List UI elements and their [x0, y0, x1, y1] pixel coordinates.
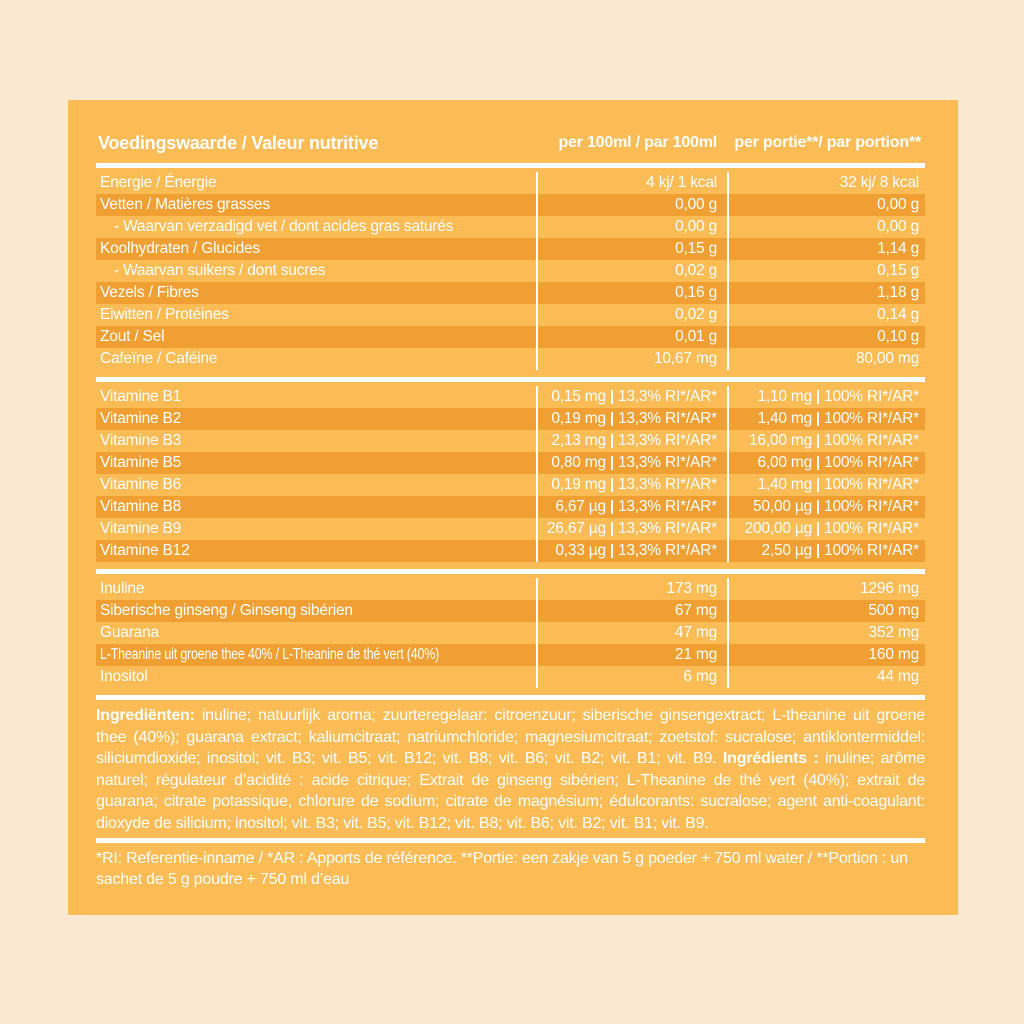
value-reference-intake: 13,3% RI*/AR* — [617, 498, 717, 515]
row-label — [96, 644, 536, 666]
table-row — [96, 666, 925, 688]
value-amount: 2,50 µg — [761, 542, 813, 559]
row-value-per-portion: 32 kj/ 8 kcal — [727, 172, 925, 194]
row-label: Energie / Énergie — [100, 174, 217, 191]
value-divider-bar — [817, 478, 819, 492]
value-divider-bar — [817, 412, 819, 426]
value-amount: 2,13 mg — [551, 432, 606, 449]
row-value-per-portion: 0,10 g — [727, 326, 925, 348]
row-label: Inositol — [100, 668, 148, 685]
table-header — [96, 130, 925, 156]
table-row — [96, 430, 925, 452]
value-amount: 1,40 mg — [757, 410, 813, 427]
table-row — [96, 172, 925, 194]
row-label: Koolhydraten / Glucides — [100, 240, 260, 257]
row-value-per-100ml: 0,01 g — [536, 326, 727, 348]
value-reference-intake: 100% RI*/AR* — [824, 520, 919, 537]
row-label: Guarana — [100, 624, 159, 641]
value-divider-bar — [611, 412, 613, 426]
table-row — [96, 304, 925, 326]
row-value-per-100ml: 0,00 g — [536, 194, 727, 216]
value-amount: 0,19 mg — [551, 476, 606, 493]
row-value-per-portion: 1,14 g — [727, 238, 925, 260]
value-amount: 50,00 µg — [753, 498, 813, 515]
row-value-per-100ml: 0,02 g — [536, 260, 727, 282]
value-divider-bar — [817, 522, 819, 536]
value-amount: 0,80 mg — [551, 454, 606, 471]
row-value-per-100ml: 4 kj/ 1 kcal — [536, 172, 727, 194]
row-value-per-portion: 160 mg — [727, 644, 925, 666]
row-value-per-100ml: 47 mg — [536, 622, 727, 644]
value-reference-intake: 100% RI*/AR* — [824, 432, 919, 449]
value-reference-intake: 13,3% RI*/AR* — [617, 476, 717, 493]
value-amount: 200,00 µg — [744, 520, 813, 537]
nutrition-label-panel — [68, 100, 958, 915]
value-amount: 0,15 mg — [551, 388, 606, 405]
value-reference-intake: 100% RI*/AR* — [824, 410, 919, 427]
row-value-per-100ml: 21 mg — [536, 644, 727, 666]
row-label: Vitamine B5 — [100, 454, 182, 471]
value-divider-bar — [817, 390, 819, 404]
table-row — [96, 386, 925, 408]
row-label: Vezels / Fibres — [100, 284, 199, 301]
row-label: - Waarvan suikers / dont sucres — [114, 262, 326, 279]
row-label-text: L-Theanine uit groene thee 40% / L-Theanine de thé vert (40%) — [100, 646, 440, 663]
row-label: Vitamine B12 — [100, 542, 190, 559]
value-reference-intake: 100% RI*/AR* — [824, 388, 919, 405]
row-value-per-100ml: 0,15 g — [536, 238, 727, 260]
value-divider-bar — [611, 500, 613, 514]
ingredients-label-nl: Ingrediënten: — [96, 707, 195, 724]
table-row — [96, 326, 925, 348]
separator-line — [96, 695, 925, 700]
value-amount: 0,33 µg — [555, 542, 606, 559]
row-value-per-100ml: 0,16 g — [536, 282, 727, 304]
table-row — [96, 216, 925, 238]
table-row — [96, 282, 925, 304]
row-value-per-100ml — [536, 430, 727, 452]
table-row — [96, 540, 925, 562]
row-label: Vitamine B3 — [100, 432, 182, 449]
row-label: Vitamine B8 — [100, 498, 182, 515]
row-value-per-100ml — [536, 474, 727, 496]
table-section — [96, 172, 925, 370]
ingredients-label-fr: Ingrédients : — [722, 750, 819, 767]
row-value-per-portion: 1,18 g — [727, 282, 925, 304]
row-label: Inuline — [100, 580, 145, 597]
row-value-per-100ml — [536, 518, 727, 540]
row-value-per-portion: 80,00 mg — [727, 348, 925, 370]
value-divider-bar — [611, 478, 613, 492]
row-label: Vetten / Matières grasses — [100, 196, 270, 213]
value-reference-intake: 100% RI*/AR* — [824, 454, 919, 471]
row-value-per-100ml — [536, 496, 727, 518]
table-section — [96, 386, 925, 562]
row-label: Vitamine B9 — [100, 520, 182, 537]
row-label: Eiwitten / Protéines — [100, 306, 229, 323]
row-value-per-portion: 1296 mg — [727, 578, 925, 600]
table-body — [96, 172, 925, 700]
table-row — [96, 496, 925, 518]
row-value-per-100ml: 10,67 mg — [536, 348, 727, 370]
table-row — [96, 348, 925, 370]
row-value-per-portion: 0,00 g — [727, 216, 925, 238]
row-value-per-100ml — [536, 540, 727, 562]
row-label: Vitamine B2 — [100, 410, 182, 427]
ingredients-text-fr: inuline; arôme naturel; régulateur d’acidité : acide citrique; Extrait de ginseng sibérien; L-Theanine de thé vert (40%); extrait de guarana; citrate potassique, chlorure de sodium; citrate de magnésium; édulcorants: sucralose; agent anti-coagulant: dioxyde de silicium; inositol; vit. B3; vit. B5; vit. B12; vit. B8; vit. B6; vit. B2; vit. B1; vit. B9. — [96, 750, 925, 832]
row-value-per-portion — [727, 430, 925, 452]
value-divider-bar — [611, 434, 613, 448]
row-value-per-portion — [727, 452, 925, 474]
row-label: Vitamine B1 — [100, 388, 182, 405]
column-header-per-100ml: per 100ml / par 100ml — [558, 134, 717, 151]
row-value-per-portion — [727, 518, 925, 540]
value-reference-intake: 13,3% RI*/AR* — [617, 432, 717, 449]
row-value-per-portion: 44 mg — [727, 666, 925, 688]
row-value-per-portion: 352 mg — [727, 622, 925, 644]
value-divider-bar — [611, 456, 613, 470]
row-value-per-portion — [727, 408, 925, 430]
value-divider-bar — [817, 500, 819, 514]
row-value-per-portion — [727, 386, 925, 408]
row-value-per-100ml: 173 mg — [536, 578, 727, 600]
value-amount: 0,19 mg — [551, 410, 606, 427]
value-amount: 1,40 mg — [757, 476, 813, 493]
value-reference-intake: 13,3% RI*/AR* — [617, 520, 717, 537]
row-value-per-portion: 500 mg — [727, 600, 925, 622]
row-label: Vitamine B6 — [100, 476, 182, 493]
value-reference-intake: 13,3% RI*/AR* — [617, 454, 717, 471]
row-value-per-portion: 0,15 g — [727, 260, 925, 282]
table-section — [96, 578, 925, 688]
value-divider-bar — [817, 434, 819, 448]
table-row — [96, 194, 925, 216]
ingredients-paragraph — [96, 705, 925, 834]
row-value-per-100ml: 6 mg — [536, 666, 727, 688]
table-row — [96, 238, 925, 260]
row-value-per-portion — [727, 496, 925, 518]
separator-line — [96, 838, 925, 843]
value-amount: 6,00 mg — [757, 454, 813, 471]
row-value-per-100ml — [536, 386, 727, 408]
table-title: Voedingswaarde / Valeur nutritive — [98, 133, 379, 153]
table-row — [96, 408, 925, 430]
row-value-per-100ml: 0,00 g — [536, 216, 727, 238]
table-row — [96, 474, 925, 496]
value-amount: 16,00 mg — [749, 432, 813, 449]
table-row — [96, 578, 925, 600]
row-label: Cafeïne / Caféine — [100, 350, 218, 367]
row-value-per-100ml: 67 mg — [536, 600, 727, 622]
row-value-per-100ml — [536, 452, 727, 474]
row-value-per-100ml — [536, 408, 727, 430]
separator-line — [96, 569, 925, 574]
table-row — [96, 644, 925, 666]
value-amount: 6,67 µg — [555, 498, 606, 515]
row-value-per-portion: 0,14 g — [727, 304, 925, 326]
value-reference-intake: 100% RI*/AR* — [824, 498, 919, 515]
value-divider-bar — [817, 544, 819, 558]
row-value-per-portion — [727, 540, 925, 562]
column-header-per-portion: per portie**/ par portion** — [734, 134, 921, 151]
row-value-per-portion — [727, 474, 925, 496]
row-label: Siberische ginseng / Ginseng sibérien — [100, 602, 353, 619]
table-row — [96, 600, 925, 622]
value-divider-bar — [611, 390, 613, 404]
value-amount: 1,10 mg — [757, 388, 813, 405]
separator-line — [96, 377, 925, 382]
table-row — [96, 452, 925, 474]
value-reference-intake: 100% RI*/AR* — [824, 476, 919, 493]
row-label: Zout / Sel — [100, 328, 165, 345]
value-reference-intake: 100% RI*/AR* — [824, 542, 919, 559]
value-reference-intake: 13,3% RI*/AR* — [617, 542, 717, 559]
footnote: *RI: Referentie-inname / *AR : Apports de référence. **Portie: een zakje van 5 g poeder + 750 ml water / **Portion : un sachet de 5 g poudre + 750 ml d’eau — [96, 850, 908, 888]
separator-line — [96, 163, 925, 168]
row-value-per-portion: 0,00 g — [727, 194, 925, 216]
row-value-per-100ml: 0,02 g — [536, 304, 727, 326]
value-reference-intake: 13,3% RI*/AR* — [617, 388, 717, 405]
value-divider-bar — [817, 456, 819, 470]
value-amount: 26,67 µg — [546, 520, 606, 537]
value-divider-bar — [611, 522, 613, 536]
value-reference-intake: 13,3% RI*/AR* — [617, 410, 717, 427]
value-divider-bar — [611, 544, 613, 558]
ingredients-text-nl: inuline; natuurlijk aroma; zuurteregelaar: citroenzuur; siberische ginsengextract; L-theanine uit groene thee (40%); guarana extract; kaliumcitraat; natriumchloride; magnesiumcitraat; zoetstof: sucralose; antiklontermiddel: siliciumdioxide; inositol; vit. B3; vit. B5; vit. B12; vit. B8; vit. B6; vit. B2; vit. B1; vit. B9. — [96, 707, 925, 767]
row-label: - Waarvan verzadigd vet / dont acides gras saturés — [114, 218, 454, 235]
table-row — [96, 622, 925, 644]
table-row — [96, 260, 925, 282]
table-row — [96, 518, 925, 540]
